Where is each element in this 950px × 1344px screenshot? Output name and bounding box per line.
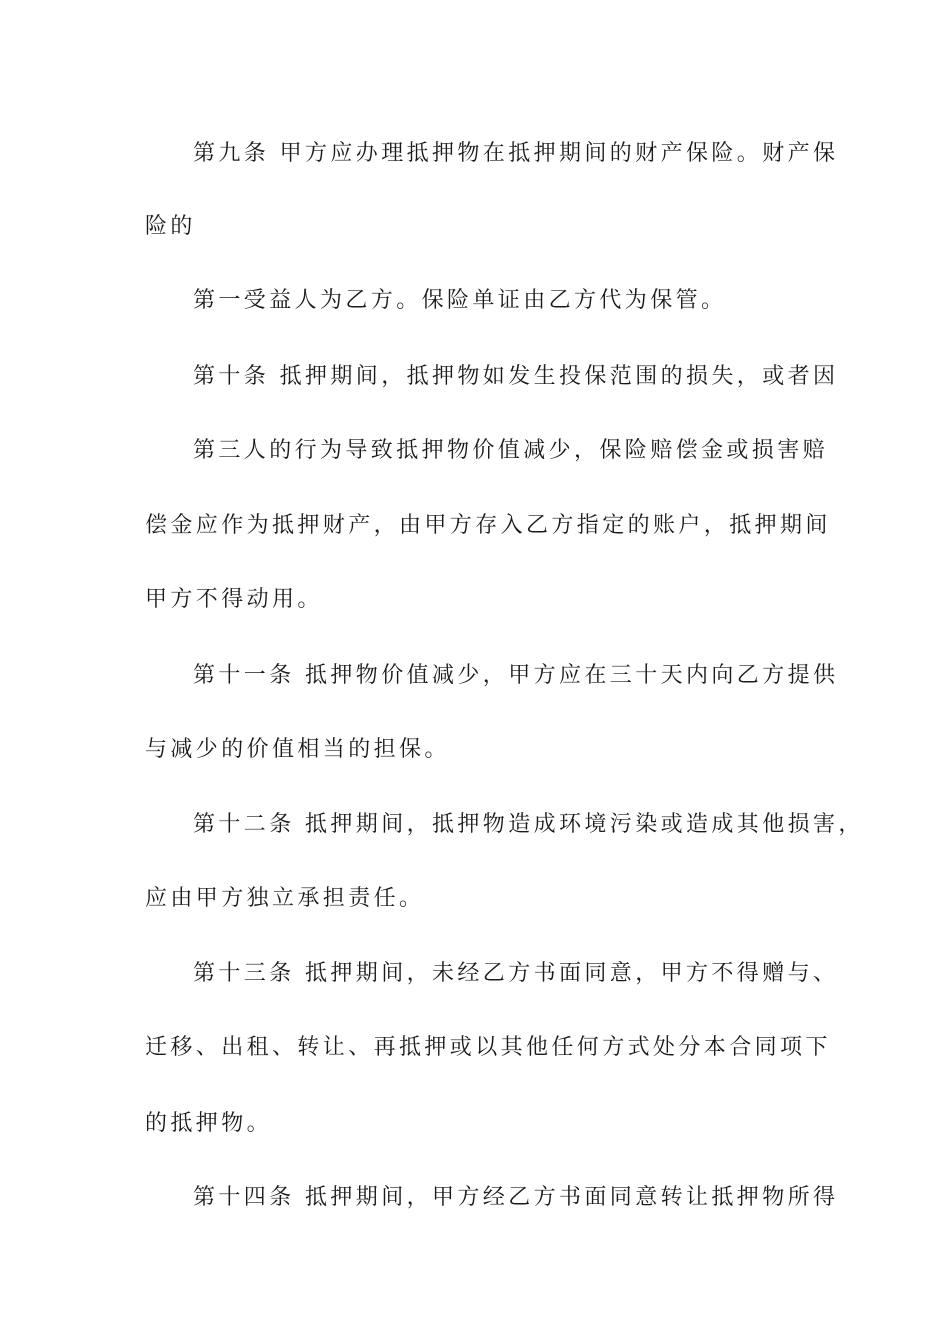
text-line: 第十四条 抵押期间，甲方经乙方书面同意转让抵押物所得 (193, 1185, 839, 1210)
text-line: 第十二条 抵押期间，抵押物造成环境污染或造成其他损害， (193, 812, 864, 837)
text-line: 应由甲方独立承担责任。 (145, 886, 425, 911)
text-line: 第十一条 抵押物价值减少，甲方应在三十天内向乙方提供 (193, 663, 839, 688)
text-line: 第九条 甲方应办理抵押物在抵押期间的财产保险。财产保 (193, 141, 839, 166)
text-line: 与减少的价值相当的担保。 (145, 737, 450, 762)
text-line: 偿金应作为抵押财产，由甲方存入乙方指定的账户，抵押期间 (145, 513, 831, 538)
text-line: 迁移、出租、转让、再抵押或以其他任何方式处分本合同项下 (145, 1035, 831, 1060)
text-line: 第一受益人为乙方。保险单证由乙方代为保管。 (193, 288, 727, 313)
text-line: 险的 (145, 214, 196, 239)
text-line: 的抵押物。 (145, 1111, 273, 1136)
text-line: 第十条 抵押期间，抵押物如发生投保范围的损失，或者因 (193, 364, 839, 389)
text-line: 第十三条 抵押期间，未经乙方书面同意，甲方不得赠与、 (193, 961, 839, 986)
text-line: 第三人的行为导致抵押物价值减少，保险赔偿金或损害赔 (193, 438, 829, 463)
text-line: 甲方不得动用。 (145, 587, 323, 612)
